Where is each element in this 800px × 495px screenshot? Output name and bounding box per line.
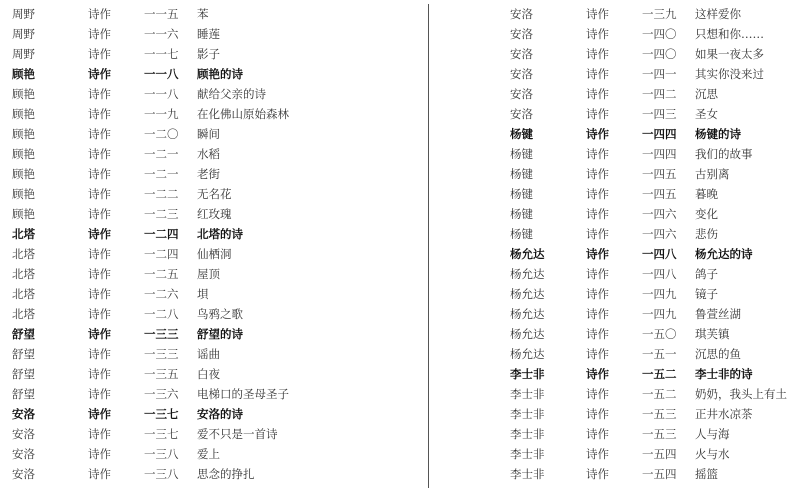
toc-title: 献给父亲的诗 — [197, 87, 266, 101]
toc-type: 诗作 — [586, 327, 609, 341]
toc-title: 鲁萱丝湖 — [695, 307, 741, 321]
toc-author: 安洛 — [12, 407, 35, 421]
toc-author: 周野 — [12, 27, 35, 41]
toc-author: 舒望 — [12, 327, 35, 341]
toc-author: 杨键 — [510, 207, 533, 221]
toc-page-number: 一三三 — [144, 327, 179, 341]
toc-page-number: 一四二 — [642, 87, 677, 101]
toc-page-number: 一三三 — [144, 347, 179, 361]
toc-title: 爱不只是一首诗 — [197, 427, 278, 441]
toc-page-number: 一四一 — [642, 67, 677, 81]
toc-title: 奶奶，我头上有土 — [695, 387, 787, 401]
toc-type: 诗作 — [88, 287, 111, 301]
toc-author: 安洛 — [510, 87, 533, 101]
toc-type: 诗作 — [586, 287, 609, 301]
toc-type: 诗作 — [586, 147, 609, 161]
toc-title: 谣曲 — [197, 347, 220, 361]
toc-type: 诗作 — [88, 187, 111, 201]
toc-type: 诗作 — [586, 407, 609, 421]
toc-page-number: 一三八 — [144, 447, 179, 461]
toc-type: 诗作 — [586, 127, 609, 141]
toc-author: 安洛 — [510, 107, 533, 121]
toc-title: 李士非的诗 — [695, 367, 753, 381]
toc-title: 杨允达的诗 — [695, 247, 753, 261]
toc-page-number: 一二六 — [144, 287, 179, 301]
toc-title: 顾艳的诗 — [197, 67, 243, 81]
toc-page-number: 一二四 — [144, 227, 179, 241]
toc-title: 水稻 — [197, 147, 220, 161]
toc-title: 摇篮 — [695, 467, 718, 481]
toc-title: 鸽子 — [695, 267, 718, 281]
toc-author: 舒望 — [12, 347, 35, 361]
column-divider — [428, 4, 429, 488]
toc-page-number: 一二一 — [144, 147, 179, 161]
toc-page-number: 一三九 — [642, 7, 677, 21]
toc-title: 古别离 — [695, 167, 730, 181]
toc-author: 杨允达 — [510, 347, 545, 361]
toc-author: 周野 — [12, 47, 35, 61]
toc-author: 李士非 — [510, 387, 545, 401]
toc-page-number: 一一九 — [144, 107, 179, 121]
toc-type: 诗作 — [586, 27, 609, 41]
toc-page-number: 一一六 — [144, 27, 179, 41]
toc-title: 正井水凉茶 — [695, 407, 753, 421]
toc-author: 杨允达 — [510, 327, 545, 341]
toc-page-number: 一四八 — [642, 267, 677, 281]
toc-title: 垻 — [197, 287, 209, 301]
toc-page-number: 一三七 — [144, 407, 179, 421]
toc-type: 诗作 — [88, 327, 111, 341]
toc-author: 顾艳 — [12, 87, 35, 101]
toc-type: 诗作 — [88, 7, 111, 21]
toc-type: 诗作 — [88, 167, 111, 181]
toc-title: 变化 — [695, 207, 718, 221]
toc-type: 诗作 — [88, 467, 111, 481]
toc-title: 沉思的鱼 — [695, 347, 741, 361]
toc-page-number: 一二二 — [144, 187, 179, 201]
toc-page-number: 一二五 — [144, 267, 179, 281]
toc-type: 诗作 — [586, 167, 609, 181]
toc-title: 电梯口的圣母圣子 — [197, 387, 289, 401]
toc-page-number: 一三五 — [144, 367, 179, 381]
toc-author: 杨键 — [510, 167, 533, 181]
toc-title: 沉思 — [695, 87, 718, 101]
toc-type: 诗作 — [586, 207, 609, 221]
toc-title: 无名花 — [197, 187, 232, 201]
toc-author: 安洛 — [12, 427, 35, 441]
toc-page-number: 一四九 — [642, 307, 677, 321]
toc-author: 李士非 — [510, 427, 545, 441]
toc-author: 安洛 — [510, 67, 533, 81]
toc-author: 北塔 — [12, 247, 35, 261]
toc-title: 暮晚 — [695, 187, 718, 201]
toc-title: 瞬间 — [197, 127, 220, 141]
toc-title: 如果一夜太多 — [695, 47, 764, 61]
toc-author: 北塔 — [12, 287, 35, 301]
toc-title: 悲伤 — [695, 227, 718, 241]
toc-author: 安洛 — [12, 447, 35, 461]
toc-type: 诗作 — [88, 147, 111, 161]
toc-title: 杨键的诗 — [695, 127, 741, 141]
toc-author: 舒望 — [12, 367, 35, 381]
toc-title: 安洛的诗 — [197, 407, 243, 421]
toc-page-number: 一五二 — [642, 367, 677, 381]
toc-page-number: 一三六 — [144, 387, 179, 401]
toc-type: 诗作 — [586, 107, 609, 121]
toc-author: 杨允达 — [510, 287, 545, 301]
toc-title: 影子 — [197, 47, 220, 61]
toc-author: 李士非 — [510, 407, 545, 421]
toc-type: 诗作 — [88, 367, 111, 381]
toc-type: 诗作 — [586, 67, 609, 81]
toc-page-number: 一五二 — [642, 387, 677, 401]
toc-type: 诗作 — [88, 267, 111, 281]
toc-page-number: 一一八 — [144, 67, 179, 81]
toc-title: 北塔的诗 — [197, 227, 243, 241]
toc-type: 诗作 — [586, 247, 609, 261]
toc-author: 顾艳 — [12, 187, 35, 201]
toc-author: 舒望 — [12, 387, 35, 401]
toc-page-number: 一四八 — [642, 247, 677, 261]
toc-page-number: 一五四 — [642, 447, 677, 461]
toc-page-number: 一四六 — [642, 207, 677, 221]
toc-author: 安洛 — [12, 467, 35, 481]
toc-type: 诗作 — [586, 267, 609, 281]
toc-title: 睡莲 — [197, 27, 220, 41]
toc-page-number: 一一七 — [144, 47, 179, 61]
toc-type: 诗作 — [586, 347, 609, 361]
toc-page-number: 一三七 — [144, 427, 179, 441]
toc-title: 在化佛山原始森林 — [197, 107, 289, 121]
toc-author: 北塔 — [12, 307, 35, 321]
toc-type: 诗作 — [586, 7, 609, 21]
toc-title: 其实你没来过 — [695, 67, 764, 81]
toc-author: 杨键 — [510, 227, 533, 241]
toc-author: 顾艳 — [12, 207, 35, 221]
toc-title: 思念的挣扎 — [197, 467, 255, 481]
toc-author: 杨键 — [510, 147, 533, 161]
toc-title: 仙栖洞 — [197, 247, 232, 261]
toc-author: 李士非 — [510, 447, 545, 461]
toc-page-number: 一二四 — [144, 247, 179, 261]
toc-title: 老街 — [197, 167, 220, 181]
toc-type: 诗作 — [88, 27, 111, 41]
toc-author: 北塔 — [12, 267, 35, 281]
toc-type: 诗作 — [88, 47, 111, 61]
toc-type: 诗作 — [586, 367, 609, 381]
toc-page-number: 一五四 — [642, 467, 677, 481]
toc-title: 屋顶 — [197, 267, 220, 281]
toc-page-number: 一五三 — [642, 407, 677, 421]
toc-page-number: 一四五 — [642, 187, 677, 201]
toc-type: 诗作 — [88, 87, 111, 101]
toc-type: 诗作 — [586, 447, 609, 461]
toc-page-number: 一二三 — [144, 207, 179, 221]
toc-title: 琪芙镇 — [695, 327, 730, 341]
toc-author: 李士非 — [510, 367, 545, 381]
toc-author: 顾艳 — [12, 67, 35, 81]
toc-page-number: 一四四 — [642, 147, 677, 161]
toc-author: 顾艳 — [12, 147, 35, 161]
toc-title: 圣女 — [695, 107, 718, 121]
toc-page-number: 一二一 — [144, 167, 179, 181]
toc-author: 安洛 — [510, 7, 533, 21]
toc-title: 火与水 — [695, 447, 730, 461]
toc-page-number: 一五〇 — [642, 327, 677, 341]
toc-title: 镜子 — [695, 287, 718, 301]
toc-type: 诗作 — [586, 187, 609, 201]
toc-title: 只想和你…… — [695, 27, 764, 41]
toc-type: 诗作 — [586, 307, 609, 321]
toc-type: 诗作 — [586, 467, 609, 481]
toc-author: 李士非 — [510, 467, 545, 481]
toc-type: 诗作 — [88, 447, 111, 461]
toc-type: 诗作 — [586, 387, 609, 401]
toc-page-number: 一一八 — [144, 87, 179, 101]
toc-type: 诗作 — [88, 207, 111, 221]
toc-type: 诗作 — [586, 227, 609, 241]
toc-type: 诗作 — [88, 347, 111, 361]
toc-page-number: 一四六 — [642, 227, 677, 241]
toc-page-number: 一四三 — [642, 107, 677, 121]
toc-type: 诗作 — [88, 407, 111, 421]
toc-type: 诗作 — [88, 107, 111, 121]
toc-title: 舒望的诗 — [197, 327, 243, 341]
toc-author: 安洛 — [510, 27, 533, 41]
toc-author: 杨允达 — [510, 267, 545, 281]
toc-author: 周野 — [12, 7, 35, 21]
toc-title: 爱上 — [197, 447, 220, 461]
toc-type: 诗作 — [88, 247, 111, 261]
toc-type: 诗作 — [586, 87, 609, 101]
toc-author: 顾艳 — [12, 127, 35, 141]
toc-type: 诗作 — [586, 47, 609, 61]
toc-title: 人与海 — [695, 427, 730, 441]
toc-type: 诗作 — [88, 307, 111, 321]
toc-author: 顾艳 — [12, 167, 35, 181]
toc-author: 杨键 — [510, 127, 533, 141]
toc-page-number: 一四四 — [642, 127, 677, 141]
toc-author: 杨允达 — [510, 307, 545, 321]
toc-author: 杨键 — [510, 187, 533, 201]
toc-author: 顾艳 — [12, 107, 35, 121]
toc-title: 苯 — [197, 7, 209, 21]
toc-page-number: 一五三 — [642, 427, 677, 441]
toc-page-number: 一一五 — [144, 7, 179, 21]
toc-type: 诗作 — [88, 227, 111, 241]
toc-page-number: 一二〇 — [144, 127, 179, 141]
toc-type: 诗作 — [88, 67, 111, 81]
toc-type: 诗作 — [88, 127, 111, 141]
toc-type: 诗作 — [88, 427, 111, 441]
toc-page-number: 一四五 — [642, 167, 677, 181]
toc-type: 诗作 — [586, 427, 609, 441]
toc-title: 鸟鸦之歌 — [197, 307, 243, 321]
toc-page-number: 一四〇 — [642, 27, 677, 41]
toc-title: 白夜 — [197, 367, 220, 381]
toc-title: 这样爱你 — [695, 7, 741, 21]
toc-author: 杨允达 — [510, 247, 545, 261]
toc-type: 诗作 — [88, 387, 111, 401]
toc-author: 北塔 — [12, 227, 35, 241]
toc-page-number: 一四〇 — [642, 47, 677, 61]
toc-page-number: 一四九 — [642, 287, 677, 301]
toc-page-number: 一二八 — [144, 307, 179, 321]
toc-page-number: 一五一 — [642, 347, 677, 361]
toc-author: 安洛 — [510, 47, 533, 61]
toc-title: 我们的故事 — [695, 147, 753, 161]
toc-page-number: 一三八 — [144, 467, 179, 481]
toc-title: 红玫瑰 — [197, 207, 232, 221]
